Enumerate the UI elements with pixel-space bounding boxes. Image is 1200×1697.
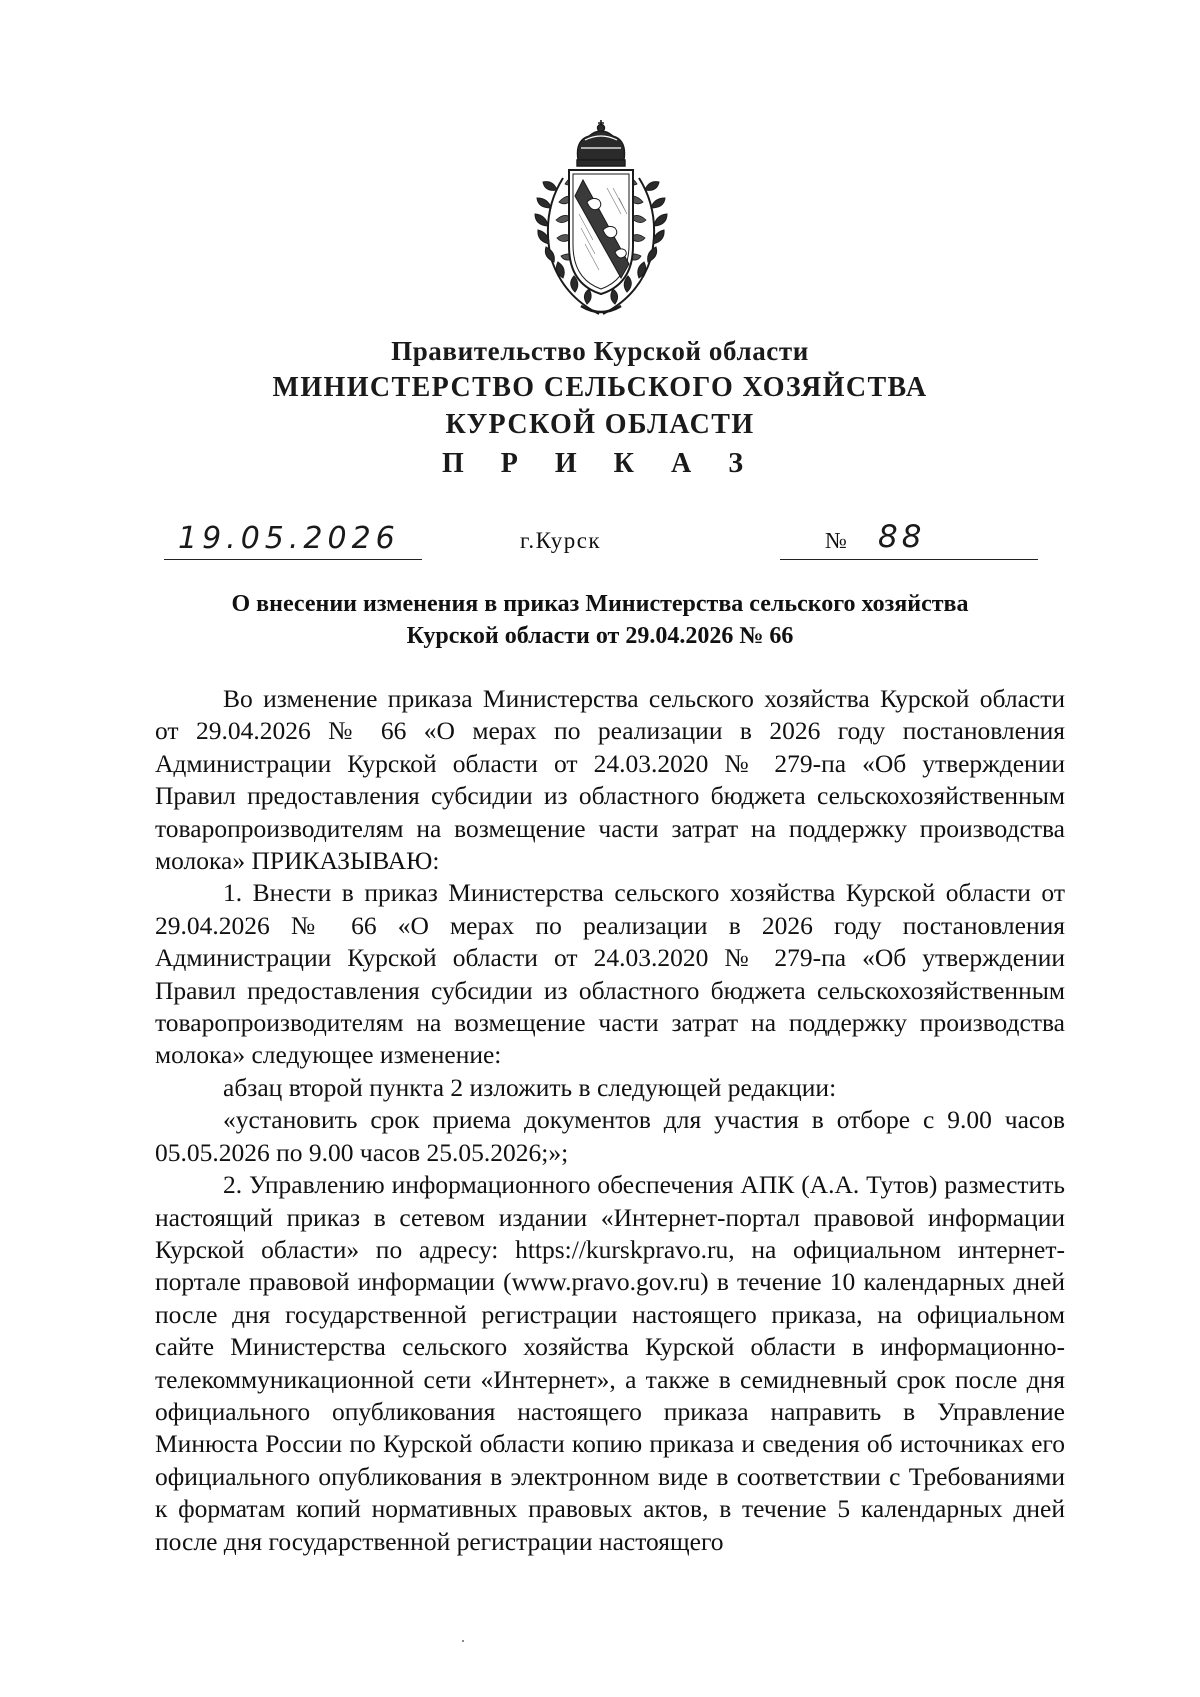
ministry-name-line2: КУРСКОЙ ОБЛАСТИ xyxy=(445,409,755,440)
government-name: Правительство Курской области xyxy=(391,336,809,366)
document-city: г.Курск xyxy=(520,528,602,553)
scan-speck xyxy=(462,1640,464,1642)
document-date: 19.05.2026 xyxy=(178,521,400,556)
ministry-name-line1: МИНИСТЕРСТВО СЕЛЬСКОГО ХОЗЯЙСТВА xyxy=(272,372,928,403)
subject-line2: Курской области от 29.04.2026 № 66 xyxy=(406,623,794,649)
subject-line1: О внесении изменения в приказ Министерства сельского хозяйства xyxy=(231,591,969,617)
paragraph-preamble: Во изменение приказа Министерства сельского хозяйства Курской области от 29.04.2026 № 66 «О мерах по реализации в 2026 году постановления Администрации Курской области от 24.03.2020 № 279-па «Об утверждении Правил предоставления субсидии из областного бюджета сельскохозяйственным товаропроизводителям на возмещение части затрат на поддержку производства молока» ПРИКАЗЫВАЮ: xyxy=(155,684,1065,876)
date-underline xyxy=(164,559,422,560)
coat-of-arms-icon xyxy=(523,118,679,323)
paragraph-amendment-intro: абзац второй пункта 2 изложить в следующей редакции: xyxy=(223,1072,837,1102)
document-type: П Р И К А З xyxy=(442,448,758,479)
paragraph-item-2: 2. Управлению информационного обеспечения АПК (А.А. Тутов) разместить настоящий приказ в сетевом издании «Интернет-портал правовой информации Курской области» по адресу: https://kurskpravo.ru, на официальном интернет-портале правовой информации (www.pravo.gov.ru) в течение 10 календарных дней после дня государственной регистрации настоящего приказа, на официальном сайте Министерства сельского хозяйства Курской области в информационно-телекоммуникационной сети «Интернет», а также в семидневный срок после дня официального опубликования настоящего приказа направить в Управление Минюста России по Курской области копию приказа и сведения об источниках его официального опубликования в электронном виде в соответствии с Требованиями к форматам копий нормативных правовых актов, в течение 5 календарных дней после дня государственной регистрации настоящего xyxy=(155,1170,1065,1556)
paragraph-item-1: 1. Внести в приказ Министерства сельского хозяйства Курской области от 29.04.2026 № 66 «О мерах по реализации в 2026 году постановления Администрации Курской области от 24.03.2020 № 279-па «Об утверждении Правил предоставления субсидии из областного бюджета сельскохозяйственным товаропроизводителям на возмещение части затрат на поддержку производства молока» следующее изменение: xyxy=(155,878,1065,1070)
document-number: 88 xyxy=(878,519,926,555)
document-header xyxy=(0,333,1200,482)
number-sign: № xyxy=(825,528,847,553)
number-underline xyxy=(780,559,1038,560)
paragraph-amendment-text: «установить срок приема документов для участия в отборе с 9.00 часов 05.05.2026 по 9.00 часов 25.05.2026;»; xyxy=(155,1105,1065,1167)
document-subject xyxy=(0,588,1200,652)
document-body xyxy=(155,683,1065,1558)
